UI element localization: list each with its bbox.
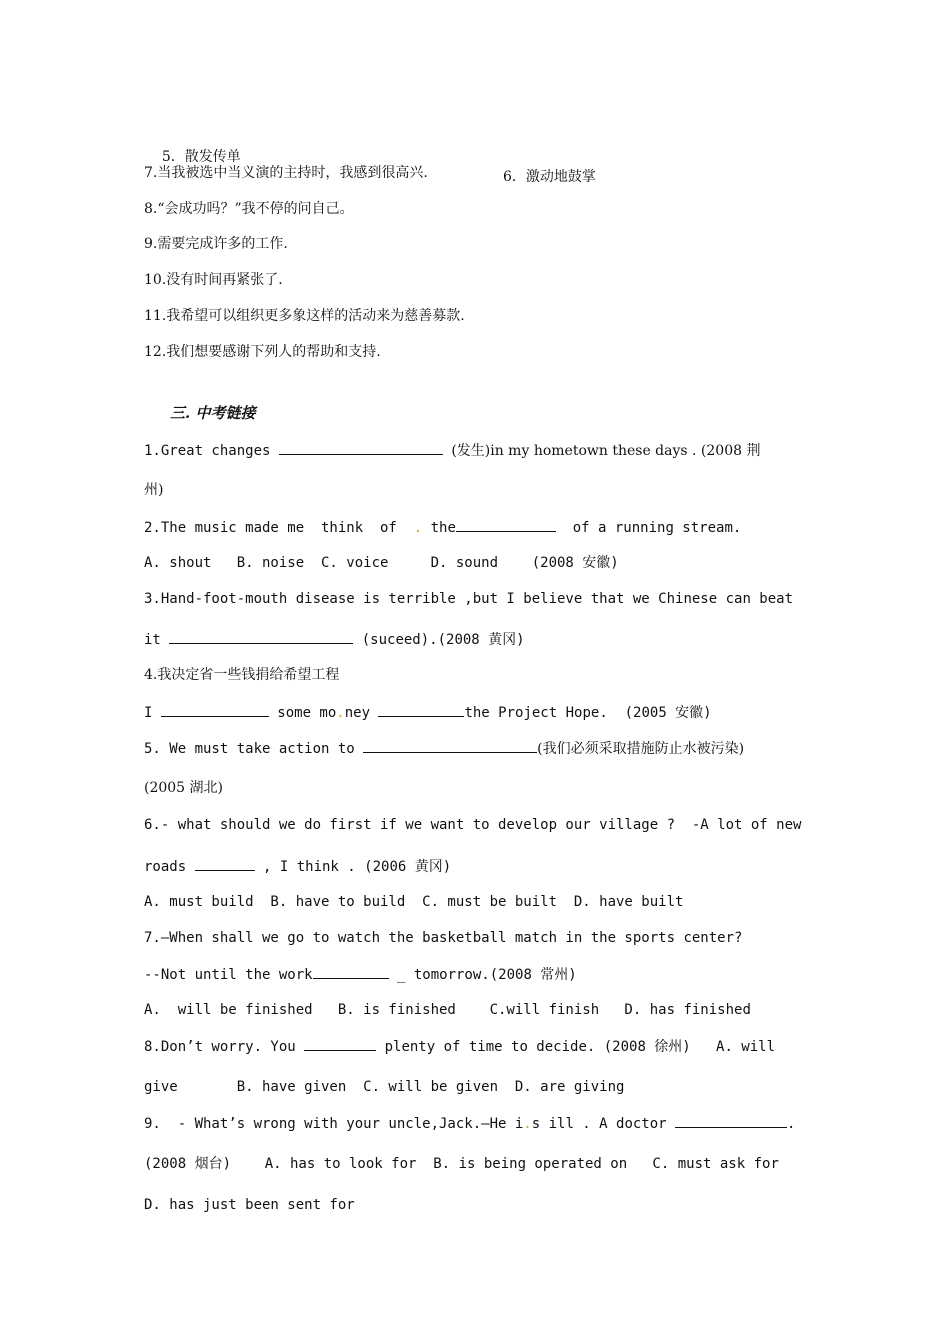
q4-text-c: ney	[344, 705, 379, 721]
item-10: 10.没有时间再紧张了.	[144, 272, 283, 288]
question-4-chinese: 4.我决定省一些钱捐给希望工程	[144, 667, 340, 683]
q3-text-b: it	[144, 632, 170, 648]
question-3-line-2	[144, 629, 806, 650]
answer-blank[interactable]	[313, 964, 389, 979]
q6-text-c: , I think . (2006 黄冈)	[254, 859, 452, 875]
q1-text-b: (发生)in my hometown these days . (2008 荆	[451, 443, 761, 459]
question-6-options: A. must build B. have to build C. must be built D. have built	[144, 894, 684, 910]
q7-text-b: --Not until the work	[144, 967, 313, 983]
answer-blank[interactable]	[456, 517, 556, 532]
question-1-line-1	[144, 440, 806, 461]
question-9-line-3: D. has just been sent for	[144, 1197, 355, 1213]
answer-blank[interactable]	[304, 1036, 376, 1051]
item-5: 5．散发传单	[161, 149, 241, 165]
answer-blank[interactable]	[169, 629, 353, 644]
q2-text-a: 2.The music made me think of	[144, 520, 414, 536]
q2-text-b: the	[422, 520, 456, 536]
question-5-line-1	[144, 738, 806, 759]
question-6-line-2	[144, 856, 806, 877]
q2-text-c: of a running stream.	[555, 520, 742, 536]
question-6-line-1: 6.- what should we do first if we want to develop our village ? -A lot of new	[144, 817, 802, 833]
q8-text-a: 8.Don’t worry. You	[144, 1039, 305, 1055]
q9-text-b: s ill . A doctor	[531, 1116, 676, 1132]
question-9-line-2: (2008 烟台) A. has to look for B. is being operated on C. must ask for	[144, 1156, 779, 1172]
question-2-line-1	[144, 517, 806, 538]
item-12: 12.我们想要感谢下列人的帮助和支持.	[144, 344, 381, 360]
item-9: 9.需要完成许多的工作.	[144, 236, 288, 252]
question-3-line-1: 3.Hand-foot-mouth disease is terrible ,but I believe that we Chinese can beat	[144, 591, 794, 607]
marker-dot: .	[523, 1116, 532, 1132]
q4-text-b: some mo	[268, 705, 337, 721]
answer-blank[interactable]	[279, 440, 443, 455]
question-4-line-2	[144, 702, 806, 723]
item-8: 8.“会成功吗？”我不停的问自己。	[144, 201, 354, 217]
q9-text-a: 9. - What’s wrong with your uncle,Jack.—He i	[144, 1116, 524, 1132]
q6-text-b: roads	[144, 859, 195, 875]
answer-blank[interactable]	[161, 702, 269, 717]
q5-text-b: (我们必须采取措施防止水被污染)	[537, 741, 745, 757]
q4-text-d: the Project Hope. (2005 安徽)	[464, 705, 712, 721]
q4-text-a: I	[144, 705, 161, 721]
question-9-line-1	[144, 1113, 806, 1134]
answer-blank[interactable]	[378, 702, 464, 717]
question-8-line-2: give B. have given C. will be given D. are giving	[144, 1079, 625, 1095]
item-6: 6．激动地鼓掌	[503, 169, 596, 185]
q7-text-c: _ tomorrow.(2008 常州)	[388, 967, 577, 983]
item-11: 11.我希望可以组织更多象这样的活动来为慈善募款.	[144, 308, 465, 324]
answer-blank[interactable]	[363, 738, 537, 753]
question-1-line-2: 州)	[144, 482, 164, 498]
answer-blank[interactable]	[675, 1113, 787, 1128]
item-7: 7.当我被选中当义演的主持时，我感到很高兴.	[144, 165, 428, 181]
question-8-line-1	[144, 1036, 806, 1057]
q8-text-b: plenty of time to decide. (2008 徐州) A. will	[376, 1039, 776, 1055]
question-7-line-1: 7.—When shall we go to watch the basketball match in the sports center?	[144, 930, 743, 946]
q3-text-c: (suceed).(2008 黄冈)	[353, 632, 525, 648]
marker-dot: .	[413, 520, 423, 536]
marker-dot: .	[336, 705, 345, 721]
question-5-line-2: (2005 湖北)	[144, 780, 224, 796]
section-heading: 三. 中考链接	[170, 404, 256, 422]
q1-text-a: 1.Great changes	[144, 443, 271, 459]
answer-blank[interactable]	[195, 856, 255, 871]
question-7-options: A. will be finished B. is finished C.will finish D. has finished	[144, 1002, 751, 1018]
question-7-line-2	[144, 964, 806, 985]
q9-text-c: .	[787, 1116, 796, 1132]
q5-text-a: 5. We must take action to	[144, 741, 364, 757]
question-2-options: A. shout B. noise C. voice D. sound (2008 安徽)	[144, 555, 619, 571]
